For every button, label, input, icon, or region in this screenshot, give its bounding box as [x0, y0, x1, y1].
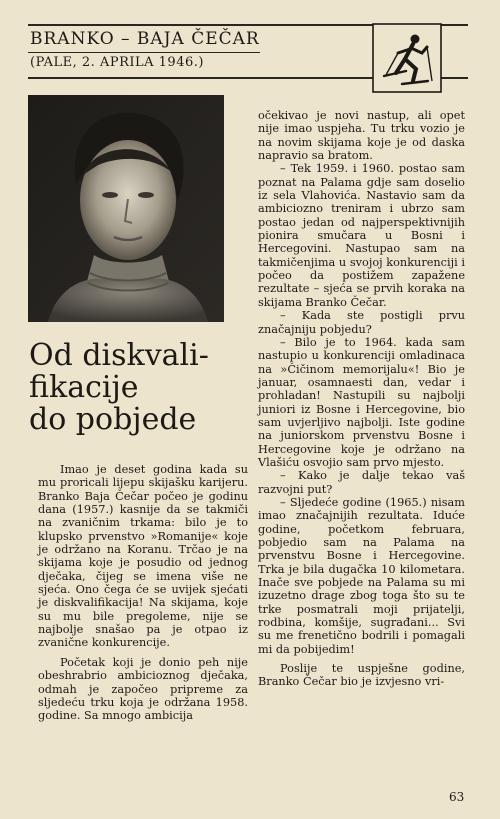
- header-name-underline: [28, 52, 260, 53]
- athlete-name: BRANKO – BAJA ČEČAR: [30, 29, 260, 49]
- interview-question: – Kako je dalje tekao vaš razvojni put?: [258, 469, 465, 496]
- title-line-2: fikacije: [29, 370, 139, 405]
- paragraph: Imao je deset godina kada su mu proricali lijepu skijašku karijeru. Branko Baja Čečar počeo je godinu dana (1957.) kasnije da se takmiči na zvaničnim trkama: bilo je to klupsko prvenstvo »Romanije« koje je održano na Koranu. Trčao je na skijama koje je posudio od jednog dječaka, čijeg se imena više ne sjeća. Ono čega će se uvijek sjećati je diskvalifikacija! Na skijama, koje su mu bile pregoleme, nije se najbolje snašao pa je otpao iz zvanične konkurencije.: [38, 463, 248, 650]
- paragraph: Početak koji je donio peh nije obeshrabrio ambicioznog dječaka, odmah je započeo pripreme za sljedeću trku koja je održana 1958. godine. Sa mnogo ambicija: [38, 655, 248, 723]
- right-text-column: [258, 109, 465, 689]
- paragraph: Poslije te uspješne godine, Branko Čečar bio je izvjesno vri-: [258, 662, 465, 689]
- title-line-1: Od diskvali-: [29, 338, 209, 373]
- portrait-photo: [28, 95, 224, 322]
- page-number: 63: [449, 790, 465, 804]
- title-line-3: do pobjede: [29, 402, 197, 437]
- paragraph: očekivao je novi nastup, ali opet nije imao uspjeha. Tu trku vozio je na novim skijama koje je od daska napravio sa bratom.: [258, 109, 465, 163]
- interview-question: – Kada ste postigli prvu značajniju pobjedu?: [258, 309, 465, 336]
- left-text-column: [38, 463, 248, 723]
- birth-place-date: (PALE, 2. APRILA 1946.): [30, 55, 204, 70]
- skier-icon: [372, 23, 442, 93]
- paragraph: – Tek 1959. i 1960. postao sam poznat na Palama gdje sam doselio iz sela Vlahovića. Nastavio sam da ambiciozno treniram i ubrzo sam postao jedan od najperspektivnijih pionira smučara u Bosni i Hercegovini. Nastupao sam na takmičenjima u svojoj konkurenciji i počeo da postižem zapažene rezultate – sjeća se prvih koraka na skijama Branko Čečar.: [258, 162, 465, 309]
- article-title: [29, 340, 259, 436]
- paragraph: – Sljedeće godine (1965.) nisam imao značajnijih rezultata. Iduće godine, početkom februara, pobjedio sam na Palama na prvenstvu Bosne i Hercegovine. Trka je bila dugačka 10 kilometara. Inače sve pobjede na Palama su mi izuzetno drage zbog toga što su te trke posmatrali moji prijatelji, rodbina, komšije, sugrađani... Svi su me frenetično bodrili i pomagali mi da pobijedim!: [258, 495, 465, 656]
- paragraph: – Bilo je to 1964. kada sam nastupio u konkurenciji omladinaca na »Čičinom memorijalu«! Bio je januar, osamnaesti dan, vedar i prohladan! Nastupili su najbolji juniori iz Bosne i Hercegovine, bio sam uvjerljivo najbolji. Iste godine na juniorskom prvenstvu Bosne i Hercegovine koje je održano na Vlašiću osvojio sam prvo mjesto.: [258, 335, 465, 469]
